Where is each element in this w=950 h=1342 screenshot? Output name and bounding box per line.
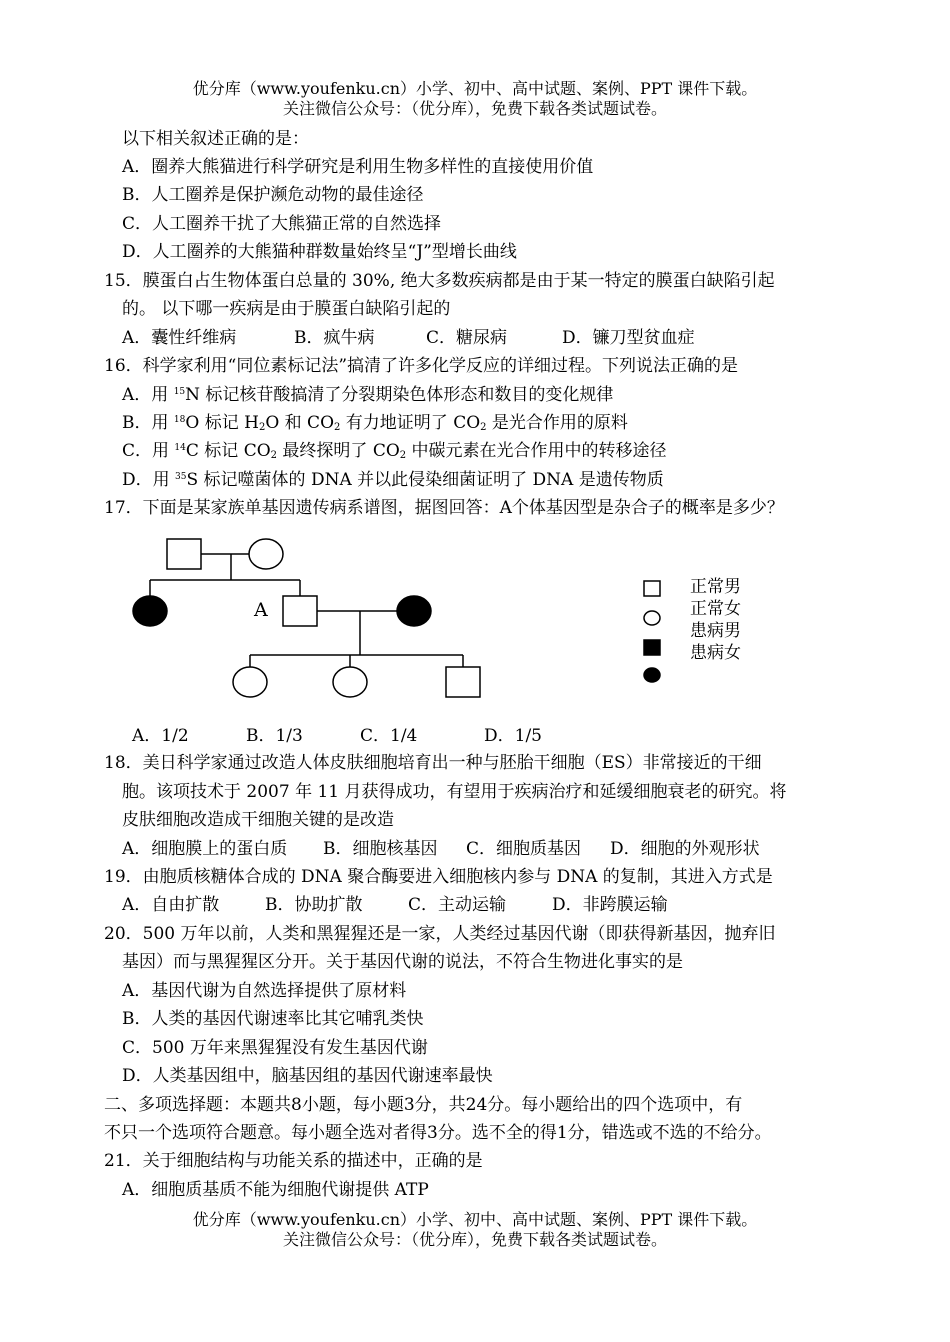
q14-stem-tail: 以下相关叙述正确的是： (122, 129, 309, 149)
q16-option-d: D．用 $^{35}$S 标记噬菌体的 DNA 并以此侵染细菌证明了 DNA 是遗传物质 (122, 470, 664, 490)
q15-option-a: A．囊性纤维病 (122, 328, 237, 348)
q19-option-a: A．自由扩散 (122, 895, 220, 915)
pedigree-label-a: A (254, 599, 268, 621)
footer-line-1: 优分库（www.youfenku.cn）小学、初中、高中试题、案例、PPT 课件下载。 (192, 1210, 758, 1229)
q15-option-b: B．疯牛病 (294, 328, 375, 348)
q20-stem-line-2: 基因）而与黑猩猩区分开。关于基因代谢的说法，不符合生物进化事实的是 (122, 952, 683, 972)
q20-option-d: D．人类基因组中，脑基因组的基因代谢速率最快 (122, 1066, 493, 1086)
gen2-affected-female (133, 596, 167, 626)
q18-options (122, 838, 760, 860)
gen1-normal-female (249, 539, 283, 569)
q15-option-d: D．镰刀型贫血症 (562, 328, 695, 348)
q15-stem-line-1: 15．膜蛋白占生物体蛋白总量的 30%, 绝大多数疾病都是由于某一特定的膜蛋白缺陷引起 (104, 271, 775, 291)
legend-normal-female: 正常女 (690, 599, 741, 619)
pedigree-chart (0, 530, 950, 710)
gen3-normal-male (446, 667, 480, 697)
legend-affected-male-symbol (644, 640, 660, 655)
q18-option-d: D．细胞的外观形状 (610, 839, 760, 859)
q21-stem: 21．关于细胞结构与功能关系的描述中，正确的是 (104, 1151, 483, 1171)
gen1-normal-male (167, 539, 201, 569)
q15-options (122, 327, 695, 349)
header-line-1: 优分库（www.youfenku.cn）小学、初中、高中试题、案例、PPT 课件下载。 (192, 79, 758, 98)
q15-stem-line-2: 的。 以下哪一疾病是由于膜蛋白缺陷引起的 (122, 299, 451, 319)
legend-normal-male: 正常男 (690, 577, 741, 597)
q14-option-a: A．圈养大熊猫进行科学研究是利用生物多样性的直接使用价值 (122, 157, 594, 177)
q18-stem-line-1: 18．美日科学家通过改造人体皮肤细胞培育出一种与胚胎干细胞（ES）非常接近的干细 (104, 753, 762, 773)
q16-option-a: A．用 $^{15}$N 标记核苷酸搞清了分裂期染色体形态和数目的变化规律 (122, 385, 614, 405)
q16-option-b: B．用 $^{18}$O 标记 $H_2O$ 和 $CO_2$ 有力地证明了 $CO_2$ 是光合作用的原料 (122, 413, 628, 433)
q20-option-b: B．人类的基因代谢速率比其它哺乳类快 (122, 1009, 424, 1029)
q18-option-b: B．细胞核基因 (323, 839, 438, 859)
q17-option-d: D．1/5 (484, 726, 542, 746)
legend-affected-male: 患病男 (690, 621, 741, 641)
q18-option-c: C．细胞质基因 (466, 839, 582, 859)
legend-normal-male-symbol (644, 581, 660, 596)
q19-options (122, 894, 668, 916)
legend-normal-female-symbol (644, 611, 660, 625)
q14-option-c: C．人工圈养干扰了大熊猫正常的自然选择 (122, 214, 442, 234)
q17-option-c: C．1/4 (360, 726, 418, 746)
q16-stem: 16．科学家利用“同位素标记法”搞清了许多化学反应的详细过程。下列说法正确的是 (104, 356, 739, 376)
header-line-2: 关注微信公众号：（优分库），免费下载各类试题试卷。 (282, 99, 667, 118)
q20-option-c: C．500 万年来黑猩猩没有发生基因代谢 (122, 1038, 428, 1058)
q15-option-c: C．糖尿病 (426, 328, 508, 348)
section2-heading-line-2: 不只一个选项符合题意。每小题全选对者得3分。选不全的得1分，错选或不选的不给分。 (104, 1123, 772, 1143)
q14-option-b: B．人工圈养是保护濒危动物的最佳途径 (122, 185, 424, 205)
q20-stem-line-1: 20．500 万年以前，人类和黑猩猩还是一家，人类经过基因代谢（即获得新基因，抛弃旧 (104, 924, 776, 944)
q21-option-a: A．细胞质基质不能为细胞代谢提供 ATP (122, 1180, 429, 1200)
q19-option-c: C．主动运输 (408, 895, 507, 915)
q18-stem-line-2: 胞。该项技术于 2007 年 11 月获得成功，有望用于疾病治疗和延缓细胞衰老的研究。将 (122, 782, 787, 802)
gen2-individual-a (283, 596, 317, 626)
q19-option-d: D．非跨膜运输 (552, 895, 668, 915)
gen2-affected-female-spouse (397, 596, 431, 626)
q17-options (132, 725, 542, 747)
section2-heading-line-1: 二、多项选择题：本题共8小题，每小题3分，共24分。每小题给出的四个选项中，有 (104, 1095, 743, 1115)
gen3-normal-female-1 (233, 667, 267, 697)
q19-option-b: B．协助扩散 (265, 895, 363, 915)
q17-option-b: B．1/3 (246, 726, 303, 746)
legend-affected-female-symbol (644, 668, 660, 682)
q14-option-d: D．人工圈养的大熊猫种群数量始终呈“J”型增长曲线 (122, 242, 517, 262)
q17-option-a: A．1/2 (132, 726, 189, 746)
q16-option-c: C．用 $^{14}$C 标记 $CO_2$ 最终探明了 $CO_2$ 中碳元素在光合作用中的转移途径 (122, 441, 667, 461)
q18-option-a: A．细胞膜上的蛋白质 (122, 839, 288, 859)
gen3-normal-female-2 (333, 667, 367, 697)
q20-option-a: A．基因代谢为自然选择提供了原材料 (122, 981, 407, 1001)
q17-stem: 17．下面是某家族单基因遗传病系谱图，据图回答：A个体基因型是杂合子的概率是多少？ (104, 498, 784, 518)
legend-affected-female: 患病女 (690, 643, 741, 663)
q19-stem: 19．由胞质核糖体合成的 DNA 聚合酶要进入细胞核内参与 DNA 的复制，其进入方式是 (104, 867, 773, 887)
q18-stem-line-3: 皮肤细胞改造成干细胞关键的是改造 (122, 810, 394, 830)
footer-line-2: 关注微信公众号：（优分库），免费下载各类试题试卷。 (282, 1230, 667, 1249)
